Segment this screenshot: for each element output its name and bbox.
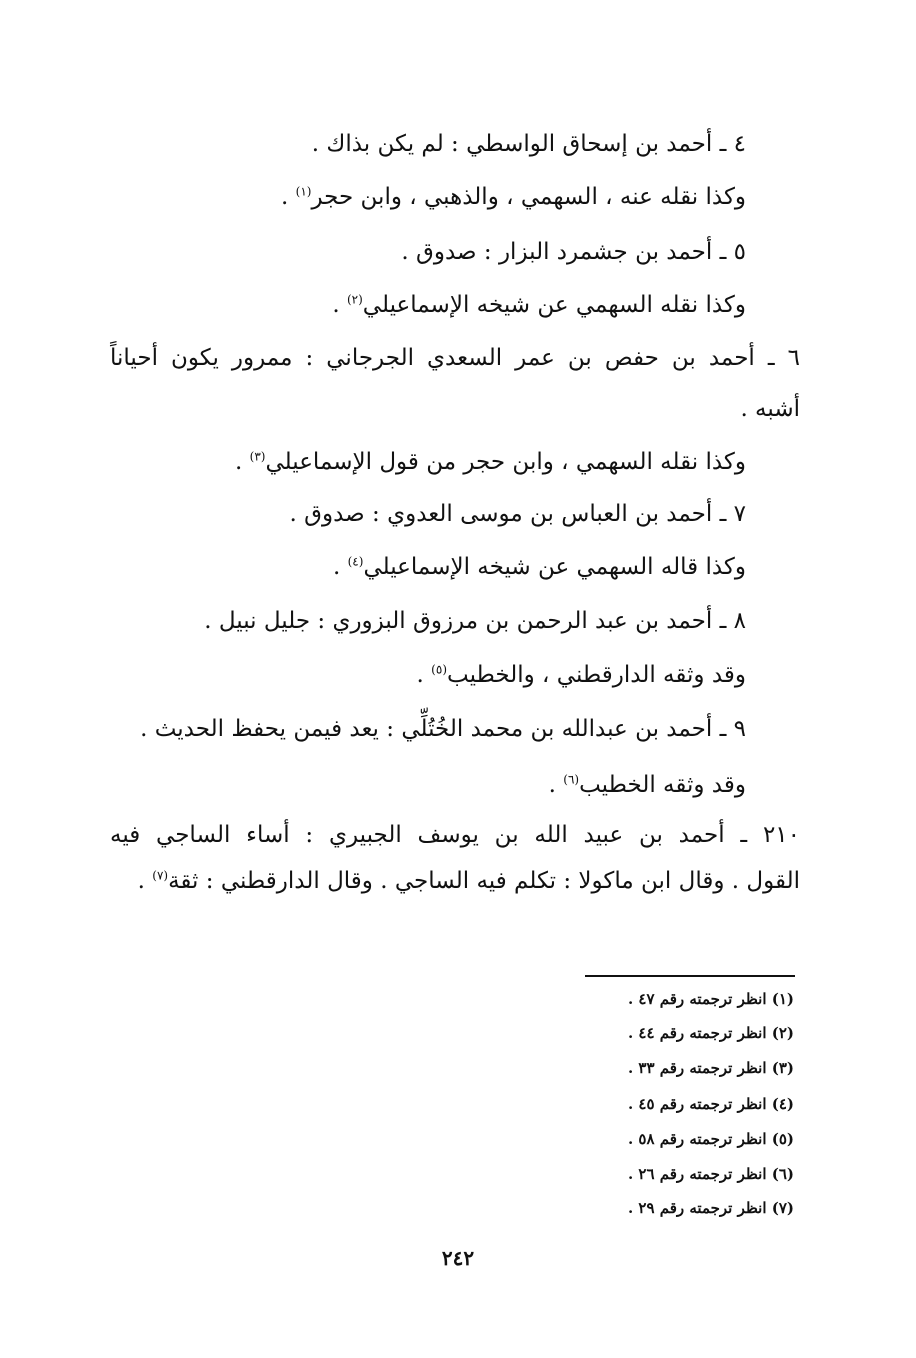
page-number: ٢٤٢ bbox=[441, 1246, 475, 1270]
body-line-14 bbox=[110, 818, 800, 852]
entry-9-source-end: . bbox=[548, 772, 564, 798]
footnote-ref-4: (٤) bbox=[347, 554, 364, 569]
entry-9-source-text: وقد وثقه الخطيب bbox=[579, 772, 746, 798]
entry-5-source-end: . bbox=[332, 292, 347, 318]
body-line-8 bbox=[290, 497, 746, 531]
footnote-3: (٣) انظر ترجمته رقم ٣٣ . bbox=[627, 1059, 794, 1077]
body-line-3 bbox=[401, 235, 746, 269]
entry-7-source-end: . bbox=[332, 554, 348, 580]
footnote-1: (١) انظر ترجمته رقم ٤٧ . bbox=[627, 990, 794, 1008]
footnote-ref-3: (٣) bbox=[249, 449, 266, 464]
footnote-4: (٤) انظر ترجمته رقم ٤٥ . bbox=[627, 1095, 794, 1113]
entry-210-end: . bbox=[137, 868, 153, 894]
body-line-7 bbox=[235, 445, 746, 479]
entry-7-source-text: وكذا قاله السهمي عن شيخه الإسماعيلي bbox=[363, 554, 746, 580]
footnote-7: (٧) انظر ترجمته رقم ٢٩ . bbox=[627, 1199, 794, 1217]
footnote-ref-7: (٧) bbox=[152, 868, 169, 883]
body-line-5 bbox=[110, 341, 800, 375]
entry-5-text: ٥ ـ أحمد بن جشمرد البزار : صدوق . bbox=[401, 239, 746, 265]
footnote-separator bbox=[585, 975, 795, 977]
entry-5-source-text: وكذا نقله السهمي عن شيخه الإسماعيلي bbox=[362, 292, 746, 318]
entry-210-text: ٢١٠ ـ أحمد بن عبيد الله بن يوسف الجبيري : أساء الساجي فيه bbox=[110, 822, 800, 848]
entry-6-source-text: وكذا نقله السهمي ، وابن حجر من قول الإسماعيلي bbox=[265, 449, 746, 475]
entry-210-continuation: القول . وقال ابن ماكولا : تكلم فيه الساجي . وقال الدارقطني : ثقة bbox=[168, 868, 800, 894]
entry-9-text: ٩ ـ أحمد بن عبدالله بن محمد الخُتُلِّي : يعد فيمن يحفظ الحديث . bbox=[140, 716, 746, 742]
body-line-9 bbox=[333, 550, 746, 584]
footnote-5: (٥) انظر ترجمته رقم ٥٨ . bbox=[627, 1130, 794, 1148]
body-line-1 bbox=[312, 127, 746, 161]
footnote-ref-1: (١) bbox=[295, 184, 312, 199]
body-line-15 bbox=[138, 864, 800, 898]
entry-6-continuation: أشبه . bbox=[740, 396, 800, 422]
entry-8-text: ٨ ـ أحمد بن عبد الرحمن بن مرزوق البزوري : جليل نبيل . bbox=[204, 608, 746, 634]
body-line-11 bbox=[417, 658, 746, 692]
body-line-10 bbox=[204, 604, 746, 638]
entry-6-text: ٦ ـ أحمد بن حفص بن عمر السعدي الجرجاني : ممرور يكون أحياناً bbox=[110, 345, 800, 371]
footnote-6: (٦) انظر ترجمته رقم ٢٦ . bbox=[627, 1165, 794, 1183]
body-line-12 bbox=[140, 712, 746, 746]
entry-8-source-text: وقد وثقه الدارقطني ، والخطيب bbox=[447, 662, 746, 688]
entry-4-source-end: . bbox=[281, 184, 296, 210]
body-line-6 bbox=[740, 392, 800, 426]
body-line-4 bbox=[332, 288, 746, 322]
entry-8-source-end: . bbox=[416, 662, 432, 688]
entry-7-text: ٧ ـ أحمد بن العباس بن موسى العدوي : صدوق . bbox=[289, 501, 746, 527]
footnote-ref-6: (٦) bbox=[563, 772, 580, 787]
body-line-2 bbox=[281, 180, 746, 214]
entry-4-source-text: وكذا نقله عنه ، السهمي ، والذهبي ، وابن حجر bbox=[311, 184, 746, 210]
body-line-13 bbox=[549, 768, 746, 802]
footnote-2: (٢) انظر ترجمته رقم ٤٤ . bbox=[627, 1024, 794, 1042]
footnote-ref-5: (٥) bbox=[431, 662, 447, 677]
footnote-ref-2: (٢) bbox=[346, 292, 363, 307]
entry-4-text: ٤ ـ أحمد بن إسحاق الواسطي : لم يكن بذاك . bbox=[311, 131, 746, 157]
entry-6-source-end: . bbox=[235, 449, 250, 475]
